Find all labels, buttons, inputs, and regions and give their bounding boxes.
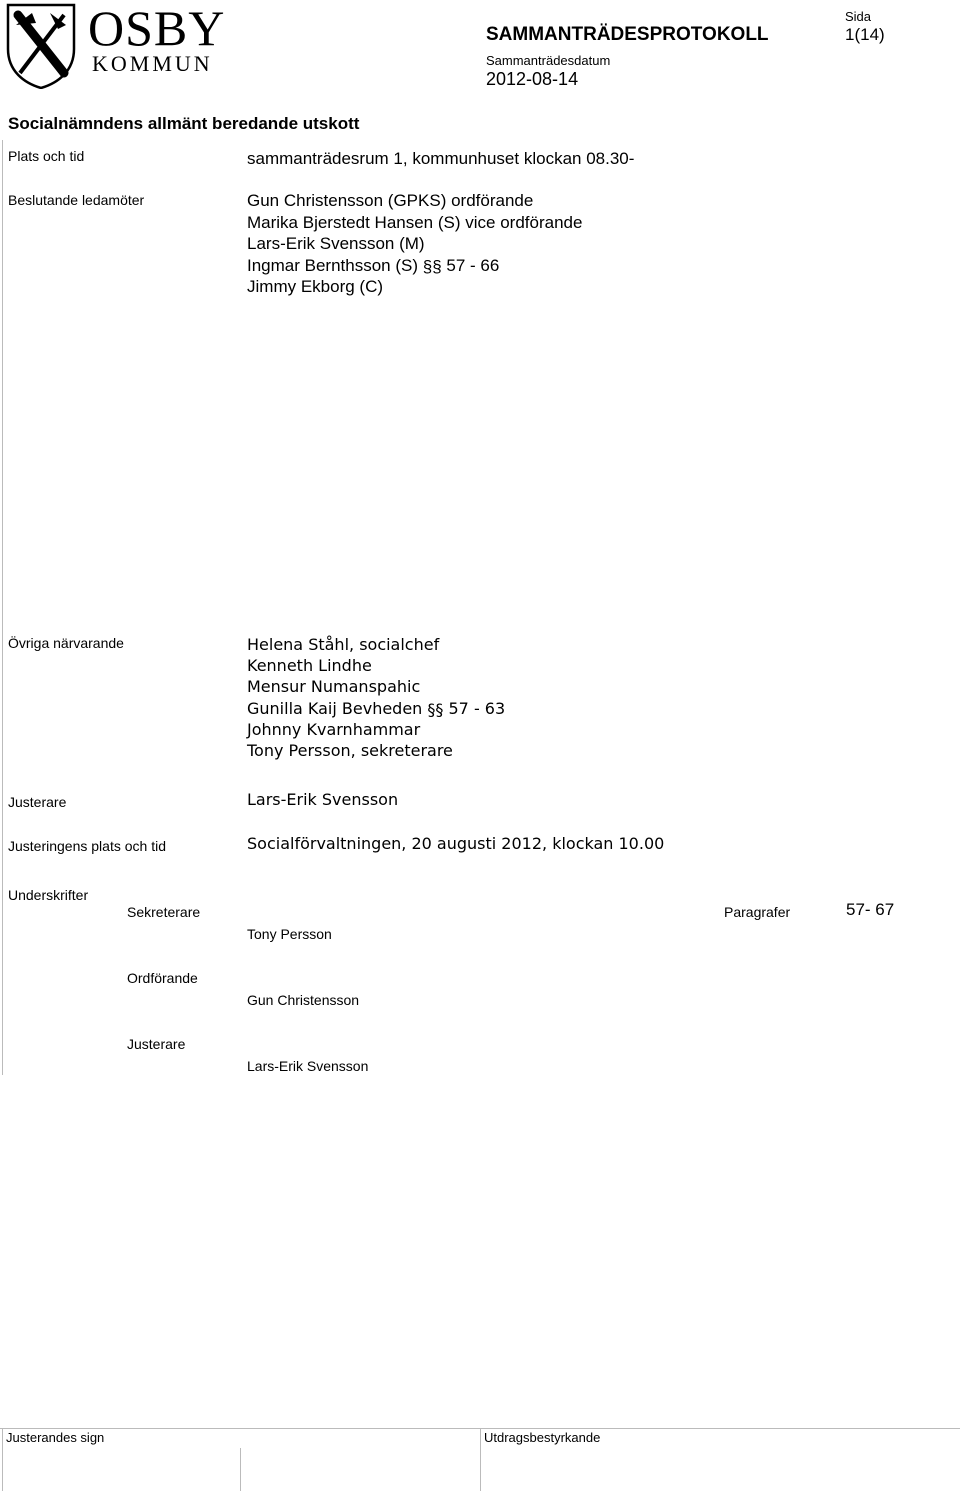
other-4-range: 57 - 63 [448,698,506,718]
logo-text-osby: OSBY [88,0,226,56]
chair-role: Ordförande [127,970,198,986]
signature-adjuster-name: Lars-Erik Svensson [247,1058,369,1074]
other-1: Helena Ståhl, socialchef [247,635,440,654]
signature-adjuster-role: Justerare [127,1036,186,1052]
other-4 [247,698,505,719]
certification-label: Utdragsbestyrkande [484,1430,601,1445]
members-list [247,190,582,298]
member-2: Marika Bjerstedt Hansen (S) vice ordförande [247,212,583,232]
meeting-date-label: Sammanträdesdatum [486,53,611,68]
members-label: Beslutande ledamöter [8,192,145,208]
committee-name: Socialnämndens allmänt beredande utskott [8,114,360,133]
others-label: Övriga närvarande [8,635,124,651]
page-label: Sida [845,9,872,24]
footer-sign-box-line [240,1448,241,1491]
adjuster-label: Justerare [8,794,67,810]
other-5: Johnny Kvarnhammar [247,719,421,739]
secretary-name: Tony Persson [247,926,332,942]
member-4 [247,255,582,277]
page-number: 1(14) [845,25,885,44]
member-3: Lars-Erik Svensson (M) [247,234,425,253]
member-4-name: Ingmar Bernthsson (S) [247,255,419,275]
adjuster-value: Lars-Erik Svensson [247,790,399,809]
adjust-place-label: Justeringens plats och tid [8,838,166,854]
other-6: Tony Persson, sekreterare [247,741,453,761]
adjusters-sign-label: Justerandes sign [6,1430,105,1445]
chair-name: Gun Christensson [247,992,360,1008]
municipality-coat-of-arms-icon [6,3,76,89]
meeting-date-value: 2012-08-14 [486,69,579,89]
member-4-range: 57 - 66 [446,255,500,275]
other-2: Kenneth Lindhe [247,656,372,676]
section-sign-icon: §§ [427,699,449,719]
place-time-label: Plats och tid [8,148,85,164]
paragraphs-label: Paragrafer [724,904,791,920]
paragraphs-value: 57- 67 [846,900,895,919]
section-sign-icon: §§ [422,256,447,276]
footer-left-line [2,1428,3,1491]
footer-divider-line [480,1428,481,1491]
document-title: SAMMANTRÄDESPROTOKOLL [486,24,769,45]
member-5: Jimmy Ekborg (C) [247,277,384,296]
logo-text-kommun: KOMMUN [92,51,213,76]
other-3: Mensur Numanspahic [247,677,421,697]
adjust-place-value: Socialförvaltningen, 20 augusti 2012, klockan 10.00 [247,834,665,853]
secretary-role: Sekreterare [127,904,201,920]
others-list [247,634,505,761]
signatures-label: Underskrifter [8,887,89,903]
member-1: Gun Christensson (GPKS) ordförande [247,191,534,210]
place-time-value: sammanträdesrum 1, kommunhuset klockan 08.30- [247,149,635,168]
other-4-name: Gunilla Kaij Bevheden [247,698,423,718]
left-margin-line [2,140,3,1075]
